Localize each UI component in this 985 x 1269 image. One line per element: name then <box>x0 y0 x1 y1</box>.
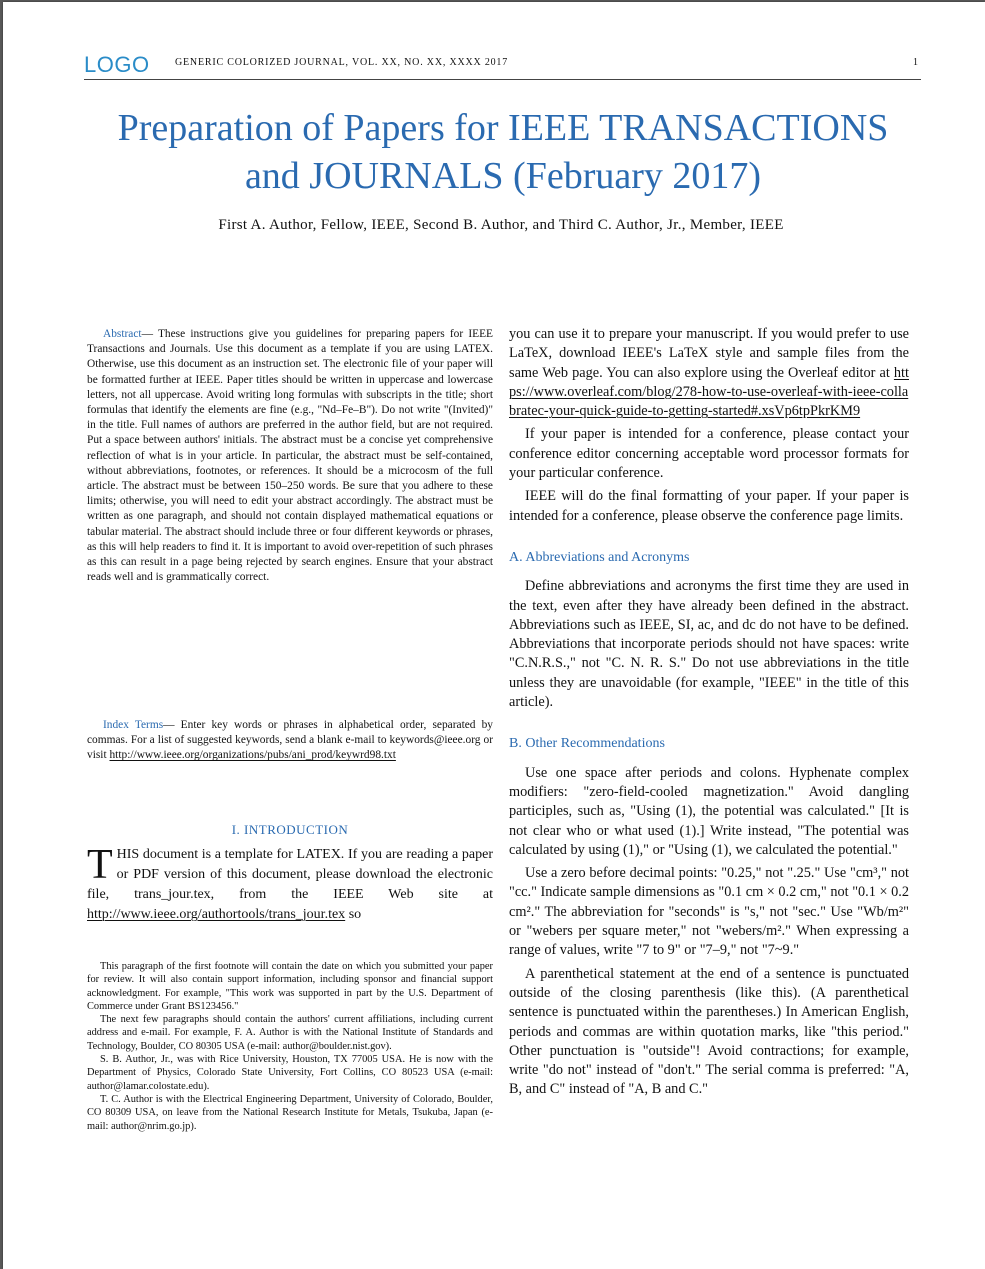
running-head: GENERIC COLORIZED JOURNAL, VOL. XX, NO. XX, XXXX 2017 <box>175 57 509 68</box>
keywords-link[interactable]: http://www.ieee.org/organizations/pubs/ani_prod/keywrd98.txt <box>109 749 396 762</box>
right-paragraph-4: Define abbreviations and acronyms the first time they are used in the text, even after they have already been defined in the abstract. Abbreviations such as IEEE, SI, ac, and dc do not have to be defined. Abbreviations that incorporate periods should not have spaces: write "C.N.R.S.," not "C. N. R. S." Do not use abbreviations in the title unless they are unavoidable (for example, "IEEE" in the title of this article). <box>509 578 909 711</box>
footnote-paragraph: T. C. Author is with the Electrical Engineering Department, University of Colorado, Boulder, CO 80309 USA, on leave from the National Research Institute for Metals, Tsukuba, Japan (e-mail: author@nrim.go.jp). <box>87 1093 493 1132</box>
footnotes <box>87 960 493 1133</box>
journal-logo: LOGO <box>84 52 150 77</box>
header-rule <box>84 79 921 80</box>
right-paragraph-3: IEEE will do the final formatting of your paper. If your paper is intended for a conference, please observe the conference page limits. <box>509 488 909 524</box>
section-heading-introduction: I. INTRODUCTION <box>231 822 349 837</box>
abstract-label: Abstract <box>103 328 142 340</box>
right-paragraph-6: Use a zero before decimal points: "0.25," not ".25." Use "cm³," not "cc." Indicate sample dimensions as "0.1 cm × 0.2 cm," not "0.1 × 0.2 cm²." The abbreviation for "seconds" is "s," not "sec." Use "Wb/m²" or "webers per square meter," not "webers/m²." When expressing a range of values, write "7 to 9" or "7–9," not "7~9." <box>509 865 909 959</box>
right-paragraph-5: Use one space after periods and colons. Hyphenate complex modifiers: "zero-field-cooled magnetization." Avoid dangling participles, such as, "Using (1), the potential was calculated." [It is not clear who or what used (1).] Write instead, "The potential was calculated by using (1)," or "Using (1), we calculated the potential." <box>509 764 909 858</box>
author-list: First A. Author, Fellow, IEEE, Second B. Author, and Third C. Author, Jr., Member, IEEE <box>218 217 784 233</box>
right-paragraph-1: you can use it to prepare your manuscript. If you would prefer to use LaTeX, download IEEE's LaTeX style and sample files from the same Web page. You can also explore using the Overleaf editor at <box>509 326 909 381</box>
introduction-paragraph <box>87 842 493 925</box>
paper-page <box>3 2 985 1269</box>
index-terms-text: — Enter key words or phrases in alphabetical order, separated by commas. For a list of suggested keywords, send a blank e-mail to keywords@ieee.org or visit <box>87 719 493 762</box>
right-column <box>509 325 909 1100</box>
footnote-paragraph: This paragraph of the first footnote will contain the date on which you submitted your paper for review. It will also contain support information, including sponsor and financial support acknowledgment. For example, "This work was supported in part by the U.S. Department of Commerce under Grant BS123456." <box>87 961 493 1012</box>
title-line-2: and JOURNALS (February 2017) <box>244 155 762 197</box>
template-link[interactable]: http://www.ieee.org/authortools/trans_jour.tex <box>87 907 346 922</box>
introduction-tail: so <box>345 907 362 922</box>
right-paragraph-2: If your paper is intended for a conference, please contact your conference editor concerning acceptable word processor formats for your particular conference. <box>509 426 909 482</box>
drop-cap: T <box>87 842 113 888</box>
abstract <box>87 327 493 585</box>
paper-title <box>73 104 933 200</box>
overleaf-link[interactable]: https://www.overleaf.com/blog/278-how-to-use-overleaf-with-ieee-collabratec-your-quick-guide-to-getting-started#.xsVp6tpPkrKM9 <box>509 364 909 420</box>
index-terms <box>87 718 493 764</box>
footnote-paragraph: S. B. Author, Jr., was with Rice University, Houston, TX 77005 USA. He is now with the Department of Physics, Colorado State University, Fort Collins, CO 80523 USA (e-mail: author@lamar.colostate.edu). <box>87 1054 493 1092</box>
introduction-text: HIS document is a template for LATEX. If you are reading a paper or PDF version of this document, please download the electronic file, trans_jour.tex, from the IEEE Web site at <box>87 847 493 902</box>
footnote-paragraph: The next few paragraphs should contain the authors' current affiliations, including current address and e-mail. For example, F. A. Author is with the National Institute of Standards and Technology, Boulder, CO 80305 USA (e-mail: author@boulder.nist.gov). <box>87 1014 493 1052</box>
index-terms-label: Index Terms <box>103 719 164 731</box>
subsection-heading-abbreviations: A. Abbreviations and Acronyms <box>509 549 690 565</box>
subsection-heading-recommendations: B. Other Recommendations <box>509 736 665 752</box>
abstract-text: — These instructions give you guidelines for preparing papers for IEEE Transactions and Journals. Use this document as a template if you are using LATEX. Otherwise, use this document as an instruction set. The electronic file of your paper will be formatted further at IEEE. Paper titles should be written in uppercase and lowercase letters, not all uppercase. Avoid writing long formulas with subscripts in the title; short formulas that identify the elements are fine (e.g., "Nd–Fe–B"). Do not write "(Invited)" in the title. Full names of authors are preferred in the author field, but are not required. Put a space between authors' initials. The abstract must be a concise yet comprehensive reflection of what is in your article. In particular, the abstract must be self-contained, without abbreviations, footnotes, or references. It should be a microcosm of the full article. The abstract must be between 150–250 words. Be sure that you adhere to these limits; otherwise, you will need to edit your abstract accordingly. The abstract must be written as one paragraph, and should not contain displayed mathematical equations or tabular material. The abstract should include three or four different keywords or phrases, as this will help readers to find it. It is important to avoid over-repetition of such phrases as this can result in a page being rejected by search engines. Ensure that your abstract reads well and is grammatically correct. <box>87 328 493 584</box>
page-number: 1 <box>913 57 918 68</box>
right-paragraph-7: A parenthetical statement at the end of a sentence is punctuated outside of the closing parenthesis (like this). (A parenthetical sentence is punctuated within the parentheses.) In American English, periods and commas are within quotation marks, like "this period." Other punctuation is "outside"! Avoid contractions; for example, write "do not" instead of "don't." The serial comma is preferred: "A, B, and C" instead of "A, B and C." <box>509 965 909 1098</box>
title-line-1: Preparation of Papers for IEEE TRANSACTIONS <box>117 107 889 149</box>
